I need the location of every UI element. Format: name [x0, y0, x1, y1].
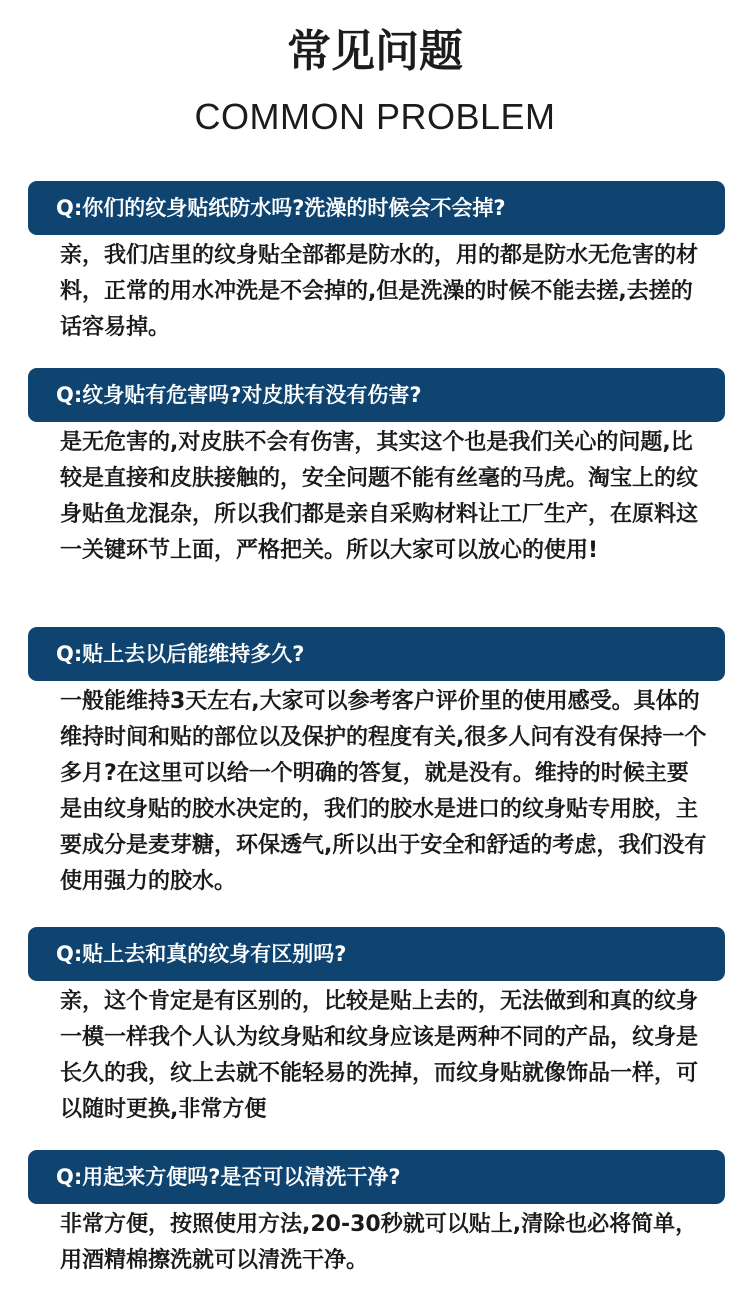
faq-answer-3: 一般能维持3天左右,大家可以参考客户评价里的使用感受。具体的维持时间和贴的部位以及保护的程度有关,很多人问有没有保持一个多月?在这里可以给一个明确的答复，就是没有。维持的时候主要是由纹身贴的胶水决定的，我们的胶水是进口的纹身贴专用胶，主要成分是麦芽糖，环保透气,所以出于安全和舒适的考虑，我们没有使用强力的胶水。: [60, 689, 707, 894]
faq-question-3: Q:贴上去以后能维持多久?: [28, 627, 725, 681]
faq-question-2: Q:纹身贴有危害吗?对皮肤有没有伤害?: [28, 368, 725, 422]
faq-question-1: Q:你们的纹身贴纸防水吗?洗澡的时候会不会掉?: [28, 181, 725, 235]
page-subtitle: COMMON PROBLEM: [194, 96, 556, 137]
faq-answer-2: 是无危害的,对皮肤不会有伤害，其实这个也是我们关心的问题,比较是直接和皮肤接触的，安全问题不能有丝毫的马虎。淘宝上的纹身贴鱼龙混杂，所以我们都是亲自采购材料让工厂生产，在原料这一关键环节上面，严格把关。所以大家可以放心的使用!: [60, 430, 699, 563]
faq-question-4: Q:贴上去和真的纹身有区别吗?: [28, 927, 725, 981]
page-title: 常见问题: [287, 26, 463, 77]
faq-question-5: Q:用起来方便吗?是否可以清洗干净?: [28, 1150, 725, 1204]
faq-answer-1: 亲，我们店里的纹身贴全部都是防水的，用的都是防水无危害的材料，正常的用水冲洗是不会掉的,但是洗澡的时候不能去搓,去搓的话容易掉。: [60, 243, 699, 340]
faq-answer-5: 非常方便，按照使用方法,20-30秒就可以贴上,清除也必将简单，用酒精棉擦洗就可以清洗干净。: [60, 1212, 698, 1273]
faq-answer-4: 亲，这个肯定是有区别的，比较是贴上去的，无法做到和真的纹身一模一样我个人认为纹身贴和纹身应该是两种不同的产品，纹身是长久的我，纹上去就不能轻易的洗掉，而纹身贴就像饰品一样，可以随时更换,非常方便: [60, 989, 699, 1122]
